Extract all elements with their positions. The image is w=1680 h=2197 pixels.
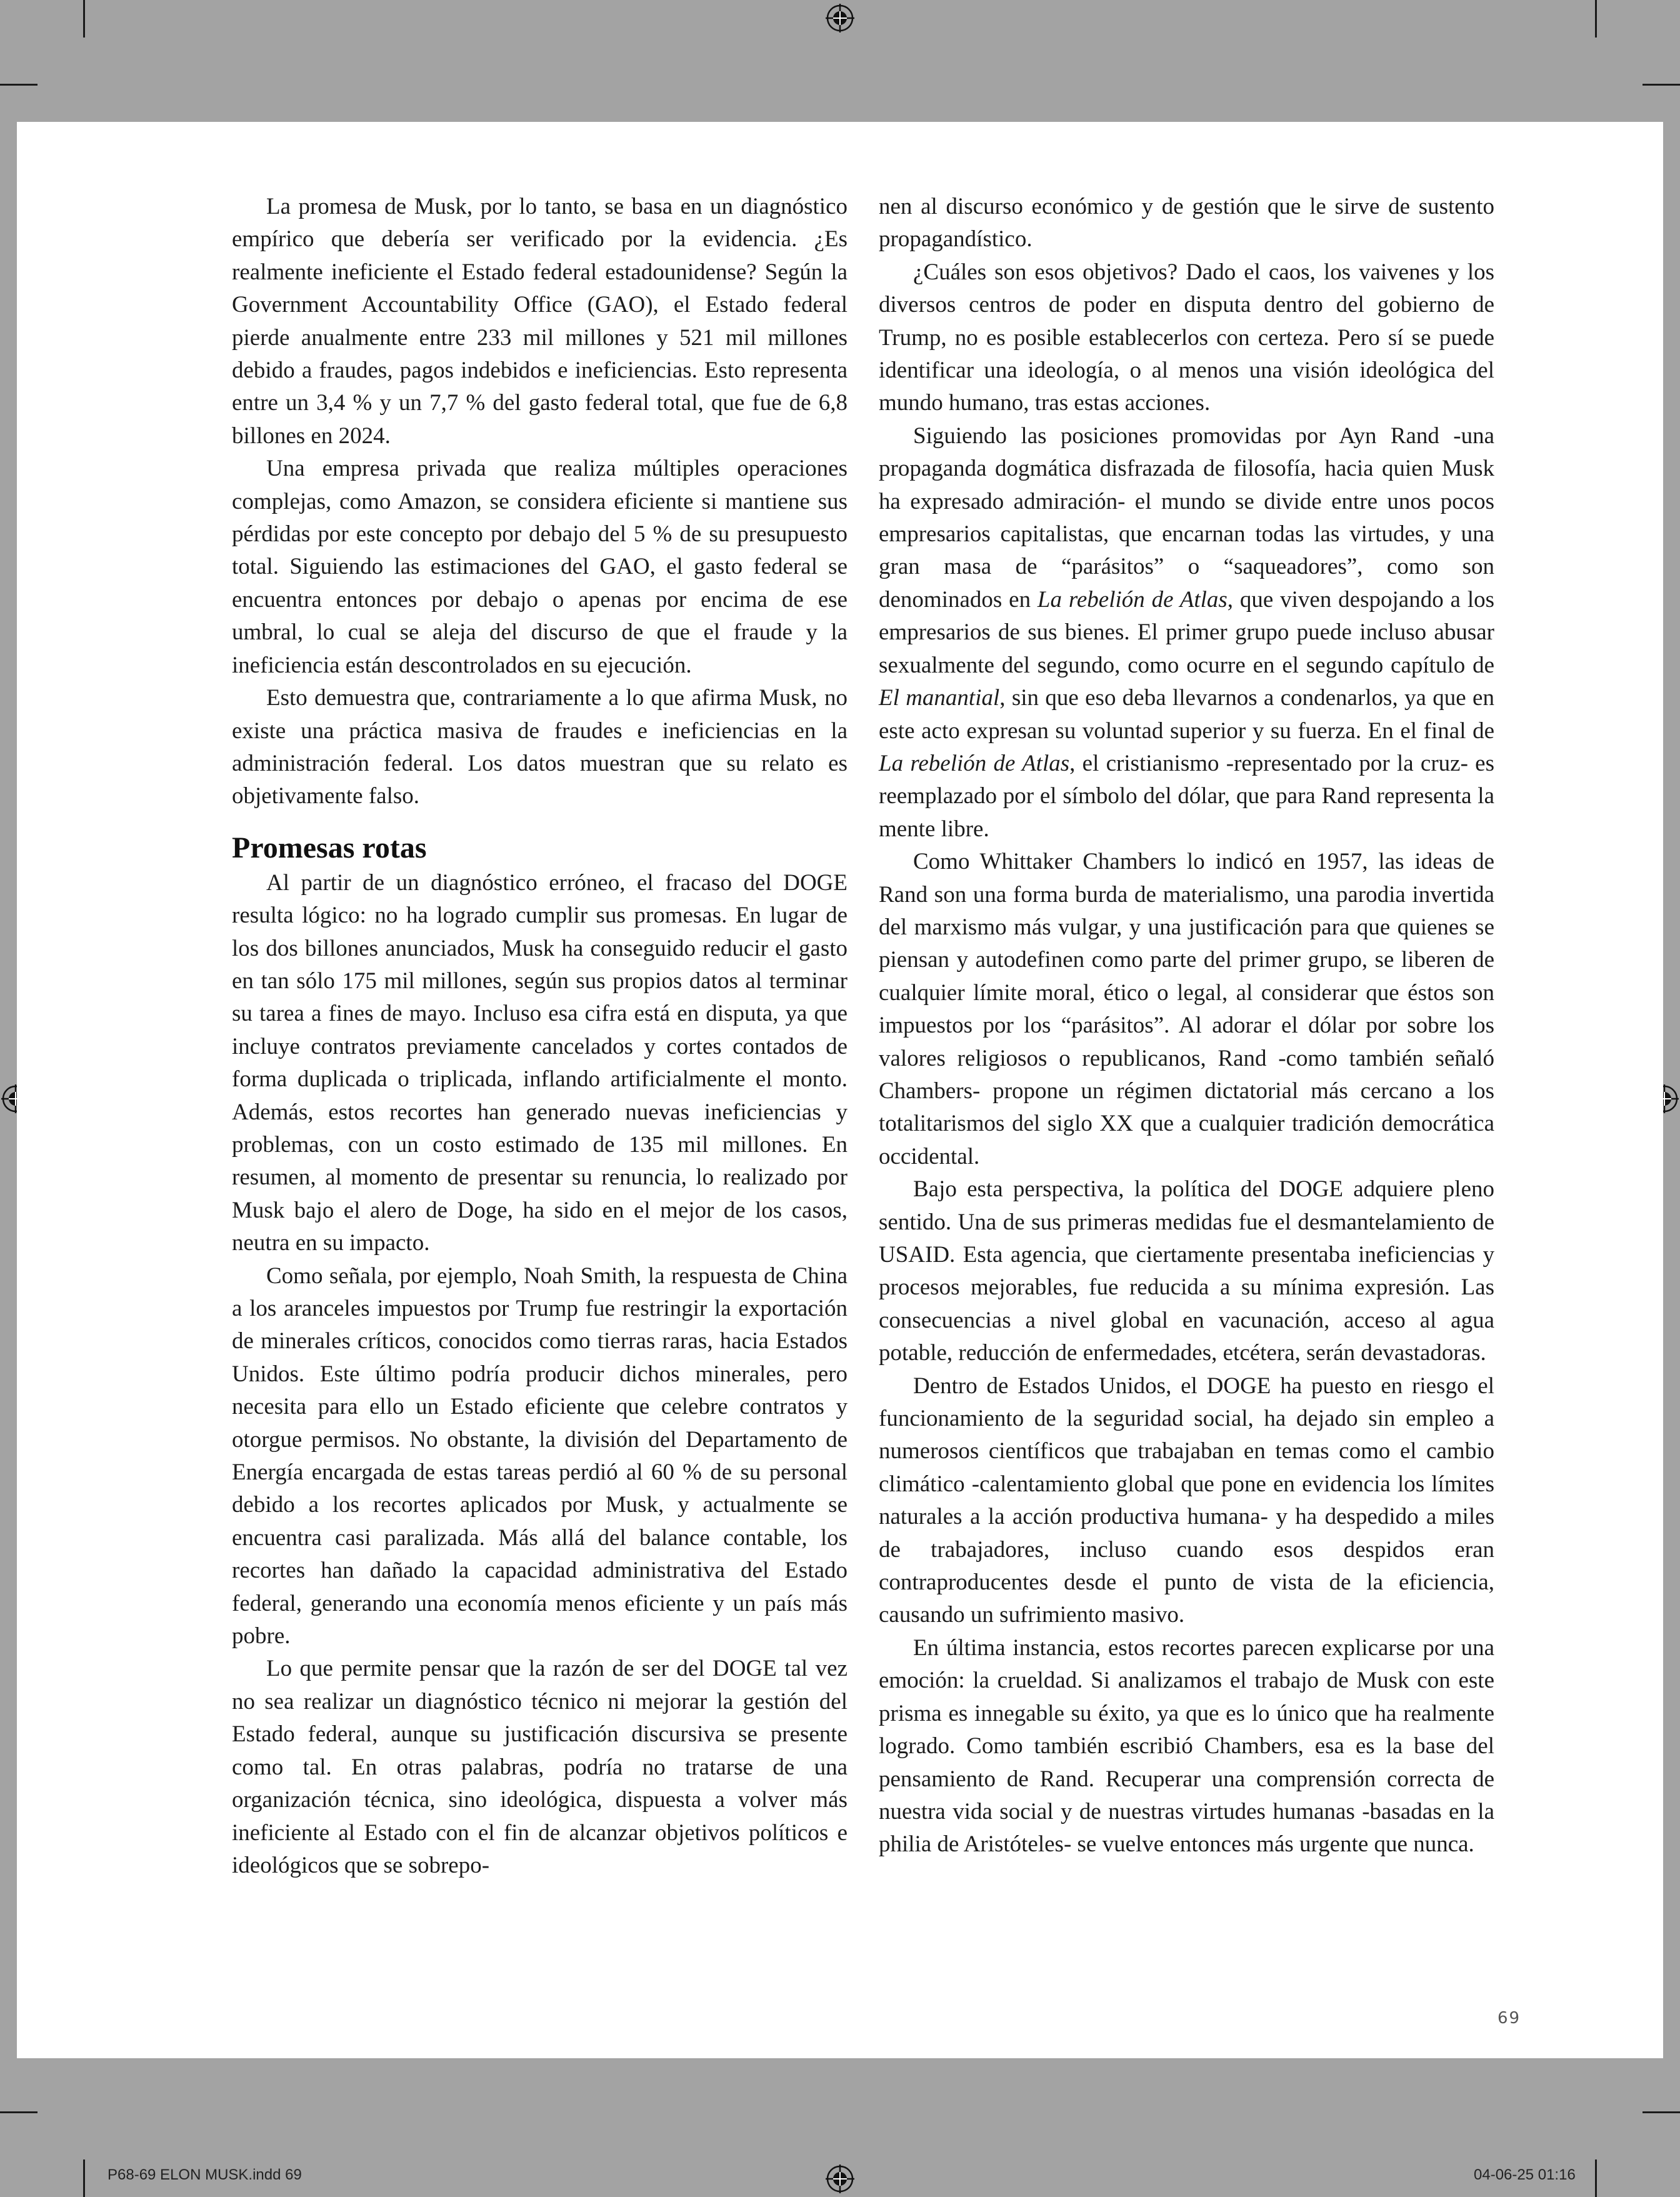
book-title: El manantial (879, 685, 1000, 711)
crop-mark (83, 2159, 85, 2197)
text-run: , que viven despojando a los empresarios de sus bienes. El primer grupo puede incluso abusar sexualmente del segundo, como ocurre en el segundo capítulo de (879, 586, 1494, 678)
book-title: La rebelión de Atlas (879, 750, 1070, 776)
registration-mark-icon (826, 2164, 854, 2193)
crop-mark (1642, 2111, 1680, 2113)
book-title: La rebelión de Atlas (1037, 586, 1228, 613)
crop-mark (1642, 84, 1680, 86)
crop-mark (0, 84, 38, 86)
paragraph: ¿Cuáles son esos objetivos? Dado el caos, los vaivenes y los diversos centros de poder en disputa dentro del gobierno de Trump, no es posible establecerlos con certeza. Pero sí se puede identificar una ideología, o al menos una visión ideológica del mundo humano, tras estas acciones. (879, 259, 1494, 416)
paragraph: Al partir de un diagnóstico erróneo, el fracaso del DOGE resulta lógico: no ha logrado cumplir sus promesas. En lugar de los dos billones anunciados, Musk ha conseguido reducir el gasto en tan sólo 175 mil millones, según sus propios datos al terminar su tarea a fines de mayo. Incluso esa cifra está en disputa, ya que incluye contratos previamente cancelados y cortes contados de forma duplicada o triplicada, inflando artificialmente el monto. Además, estos recortes han generado nuevas ineficiencias y problemas, con un costo estimado de 135 mil millones. En resumen, al momento de presentar su renuncia, lo realizado por Musk bajo el alero de Doge, ha sido en el mejor de los casos, neutra en su impacto. (232, 869, 848, 1256)
paragraph: Dentro de Estados Unidos, el DOGE ha puesto en riesgo el funcionamiento de la seguridad social, ha dejado sin empleo a numerosos científicos que trabajaban en temas como el cambio climático -calentamiento global que pone en evidencia los límites naturales a la acción productiva humana- y ha despedido a miles de trabajadores, incluso cuando esos despidos eran contraproducentes desde el punto de vista de la eficiencia, causando un sufrimiento masivo. (879, 1373, 1494, 1628)
crop-mark (1595, 2159, 1597, 2197)
paragraph: Esto demuestra que, contrariamente a lo que afirma Musk, no existe una práctica masiva de fraudes e ineficiencias en la administración federal. Los datos muestran que su relato es objetivamente falso. (232, 685, 848, 809)
paragraph: Como Whittaker Chambers lo indicó en 1957, las ideas de Rand son una forma burda de materialismo, una parodia invertida del marxismo más vulgar, y una justificación para que quienes se piensan y autodefinen como parte del primer grupo, se liberen de cualquier límite moral, ético o legal, al considerar que éstos son impuestos por los “parásitos”. Al adorar el dólar por sobre los valores religiosos o republicanos, Rand -como también señaló Chambers- propone un régimen dictatorial más cercano a los totalitarismos del siglo XX que a cualquier tradición democrática occidental. (879, 849, 1494, 1169)
paragraph: Como señala, por ejemplo, Noah Smith, la respuesta de China a los aranceles impuestos por Trump fue restringir la exportación de minerales críticos, conocidos como tierras raras, hacia Estados Unidos. Este último podría producir dichos minerales, pero necesita para ello un Estado eficiente que celebre contratos y otorgue permisos. No obstante, la división del Departamento de Energía encargada de estas tareas perdió al 60 % de su personal debido a los recortes aplicados por Musk, y actualmente se encuentra casi paralizada. Más allá del balance contable, los recortes han dañado la capacidad administrativa del Estado federal, generando una economía menos eficiente y un país más pobre. (232, 1263, 848, 1649)
crop-mark (83, 0, 85, 38)
paragraph: Lo que permite pensar que la razón de ser del DOGE tal vez no sea realizar un diagnóstico técnico ni mejorar la gestión del Estado federal, aunque su justificación discursiva se presente como tal. En otras palabras, podría no tratarse de una organización técnica, sino ideológica, dispuesta a volver más ineficiente al Estado con el fin de alcanzar objetivos políticos e ideológicos que se sobrepo- (232, 1656, 848, 1878)
text-run: , el cristianismo -representado por la cruz- es reemplazado por el símbolo del dólar, que para Rand representa la mente libre. (879, 750, 1495, 842)
paragraph: En última instancia, estos recortes parecen explicarse por una emoción: la crueldad. Si analizamos el trabajo de Musk con este prisma es innegable su éxito, ya que es lo único que ha realmente logrado. Como también escribió Chambers, esa es la base del pensamiento de Rand. Recuperar una comprensión correcta de nuestra vida social y de nuestras virtudes humanas -basadas en la philia de Aristóteles- se vuelve entonces más urgente que nunca. (879, 1634, 1494, 1858)
paragraph: La promesa de Musk, por lo tanto, se basa en un diagnóstico empírico que debería ser verificado por la evidencia. ¿Es realmente ineficiente el Estado federal estadounidense? Según la Government Accountability Office (GAO), el Estado federal pierde anualmente entre 233 mil millones y 521 mil millones debido a fraudes, pagos indebidos e ineficiencias. Esto representa entre un 3,4 % y un 7,7 % del gasto federal total, que fue de 6,8 billones en 2024. (232, 194, 848, 449)
paragraph (879, 420, 1494, 846)
text-run: Siguiendo las posiciones promovidas por Ayn Rand -una propaganda dogmática disfrazada de filosofía, hacia quien Musk ha expresado admiración- el mundo se divide entre unos pocos empresarios capitalistas, que encarnan todas las virtudes, y una gran masa de “parásitos” o “saqueadores”, como son denominados en (879, 423, 1494, 613)
slug-filename: P68-69 ELON MUSK.indd 69 (108, 2166, 302, 2183)
registration-mark-icon (826, 4, 854, 33)
page-number: 69 (1498, 2009, 1521, 2028)
slug-timestamp: 04-06-25 01:16 (1474, 2166, 1576, 2183)
paragraph: nen al discurso económico y de gestión que le sirve de sustento propagandístico. (879, 194, 1494, 253)
paragraph: Una empresa privada que realiza múltiples operaciones complejas, como Amazon, se considera eficiente si mantiene sus pérdidas por este concepto por debajo del 5 % de su presupuesto total. Siguiendo las estimaciones del GAO, el gasto federal se encuentra entonces por debajo o apenas por encima de ese umbral, lo cual se aleja del discurso de que el fraude y la ineficiencia están descontrolados en su ejecución. (232, 456, 848, 678)
text-column-left (232, 191, 848, 1882)
text-run: , sin que eso deba llevarnos a condenarlos, ya que en este acto expresan su voluntad superior y su fuerza. En el final de (879, 685, 1494, 744)
section-heading: Promesas rotas (232, 831, 427, 864)
crop-mark (1595, 0, 1597, 38)
crop-mark (0, 2111, 38, 2113)
paragraph: Bajo esta perspectiva, la política del DOGE adquiere pleno sentido. Una de sus primeras medidas fue el desmantelamiento de USAID. Esta agencia, que ciertamente presentaba ineficiencias y procesos mejorables, fue reducida a su mínima expresión. Las consecuencias a nivel global en vacunación, acceso al agua potable, reducción de enfermedades, etcétera, serán devastadoras. (879, 1176, 1494, 1366)
text-column-right (879, 191, 1494, 1861)
